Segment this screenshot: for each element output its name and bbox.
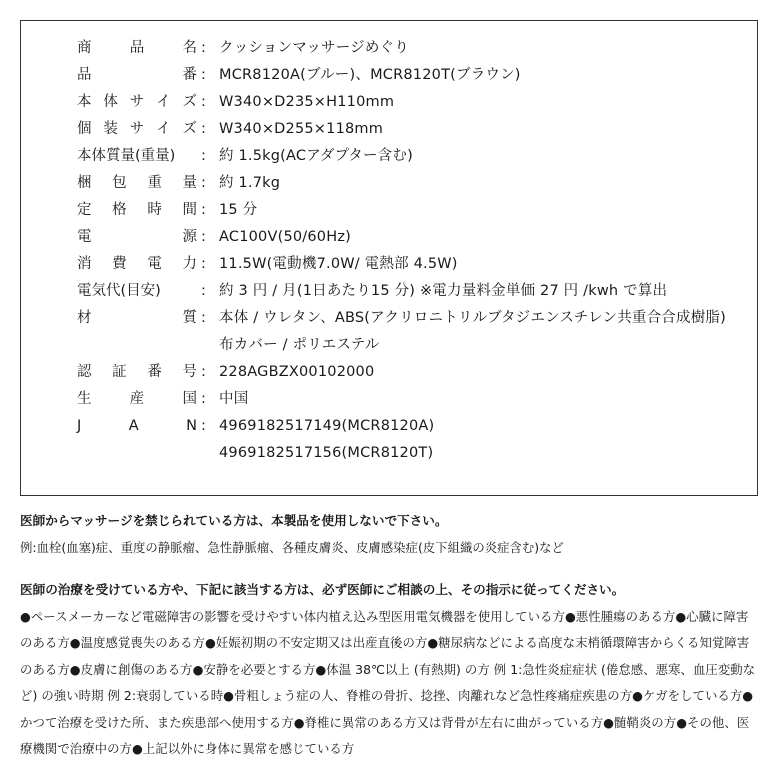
spec-label: J A N (77, 418, 197, 434)
spec-colon: : (201, 283, 206, 299)
spec-colon: : (201, 121, 206, 137)
spec-value: 約 1.7kg (219, 175, 281, 191)
spec-value: W340×D255×118mm (219, 121, 384, 137)
caution-title: 医師の治療を受けている方や、下記に該当する方は、必ず医師にご相談の上、その指示に従ってください。 (20, 582, 625, 597)
spec-value: AC100V(50/60Hz) (219, 229, 351, 245)
spec-colon: : (201, 67, 206, 83)
spec-label: 材 質 (77, 310, 197, 326)
spec-value: 4969182517156(MCR8120T) (219, 445, 434, 461)
spec-colon: : (201, 148, 206, 164)
spec-value: 228AGBZX00102000 (219, 364, 375, 380)
spec-colon: : (201, 256, 206, 272)
spec-label: 本 体 質 量 ( 重 量 ) (77, 148, 176, 164)
spec-value: MCR8120A(ブルー)、MCR8120T(ブラウン) (219, 67, 521, 83)
spec-colon: : (201, 202, 206, 218)
spec-colon: : (201, 229, 206, 245)
spec-label: 本 体 サ イ ズ (77, 94, 197, 110)
spec-value: 約 1.5kg(ACアダプター含む) (219, 148, 413, 164)
spec-colon: : (201, 418, 206, 434)
caution-section (20, 577, 760, 763)
spec-label: 生 産 国 (77, 391, 197, 407)
spec-colon: : (201, 175, 206, 191)
spec-colon: : (201, 310, 206, 326)
spec-value: 中国 (219, 391, 249, 407)
spec-colon: : (201, 364, 206, 380)
spec-label: 品 番 (77, 67, 197, 83)
spec-value: クッションマッサージめぐり (219, 40, 409, 56)
spec-value: 11.5W(電動機7.0W/ 電熱部 4.5W) (219, 256, 458, 272)
spec-value: 布カバー / ポリエステル (219, 337, 380, 353)
spec-label: 電 源 (77, 229, 197, 245)
spec-colon: : (201, 94, 206, 110)
contraindication-section (20, 508, 760, 561)
spec-label: 商 品 名 (77, 40, 197, 56)
spec-label: 梱 包 重 量 (77, 175, 197, 191)
spec-label (77, 333, 197, 357)
spec-value: 4969182517149(MCR8120A) (219, 418, 435, 434)
spec-value: W340×D235×H110mm (219, 94, 395, 110)
caution-list: ●ペースメーカーなど電磁障害の影響を受けやすい体内植え込み型医用電気機器を使用している方●悪性腫瘍のある方●心臓に障害のある方●温度感覚喪失のある方●妊娠初期の不安定期又は出産直後の方●糖尿病などによる高度な末梢循環障害からくる知覚障害のある方●皮膚に創傷のある方●安静を必要とする方●体温 38℃以上 (有熱期) の方 例 1:急性炎症症状 (倦怠感、悪寒、血圧変動など) の強い時期 例 2:衰弱している時●骨粗しょう症の人、脊椎の骨折、捻挫、肉離れなど急性疼痛症疾患の方●ケガをしている方●かつて治療を受けた所、また疾患部へ使用する方●脊椎に異常のある方又は背骨が左右に曲がっている方●髄鞘炎の方●その他、医療機関で治療中の方●上記以外に身体に異常を感じている方 (20, 608, 756, 756)
spec-colon: : (201, 40, 206, 56)
spec-label: 個 装 サ イ ズ (77, 121, 197, 137)
contraindication-title: 医師からマッサージを禁じられている方は、本製品を使用しないで下さい。 (20, 513, 448, 528)
spec-value: 15 分 (219, 202, 258, 218)
spec-label (77, 441, 197, 465)
spec-label: 認 証 番 号 (77, 364, 197, 380)
spec-table (20, 20, 758, 496)
contraindication-examples: 例:血栓(血塞)症、重度の静脈瘤、急性静脈瘤、各種皮膚炎、皮膚感染症(皮下組織の炎症含む)など (20, 539, 564, 555)
spec-value: 約 3 円 / 月(1日あたり15 分) ※電力量料金単価 27 円 /kwh で算出 (219, 283, 668, 299)
spec-colon: : (201, 391, 206, 407)
spec-value: 本体 / ウレタン、ABS(アクリロニトリルブタジエンスチレン共重合合成樹脂) (219, 310, 726, 326)
spec-label: 消 費 電 力 (77, 256, 197, 272)
spec-label: 電 気 代 ( 目 安 ) (77, 283, 161, 299)
spec-label: 定 格 時 間 (77, 202, 197, 218)
